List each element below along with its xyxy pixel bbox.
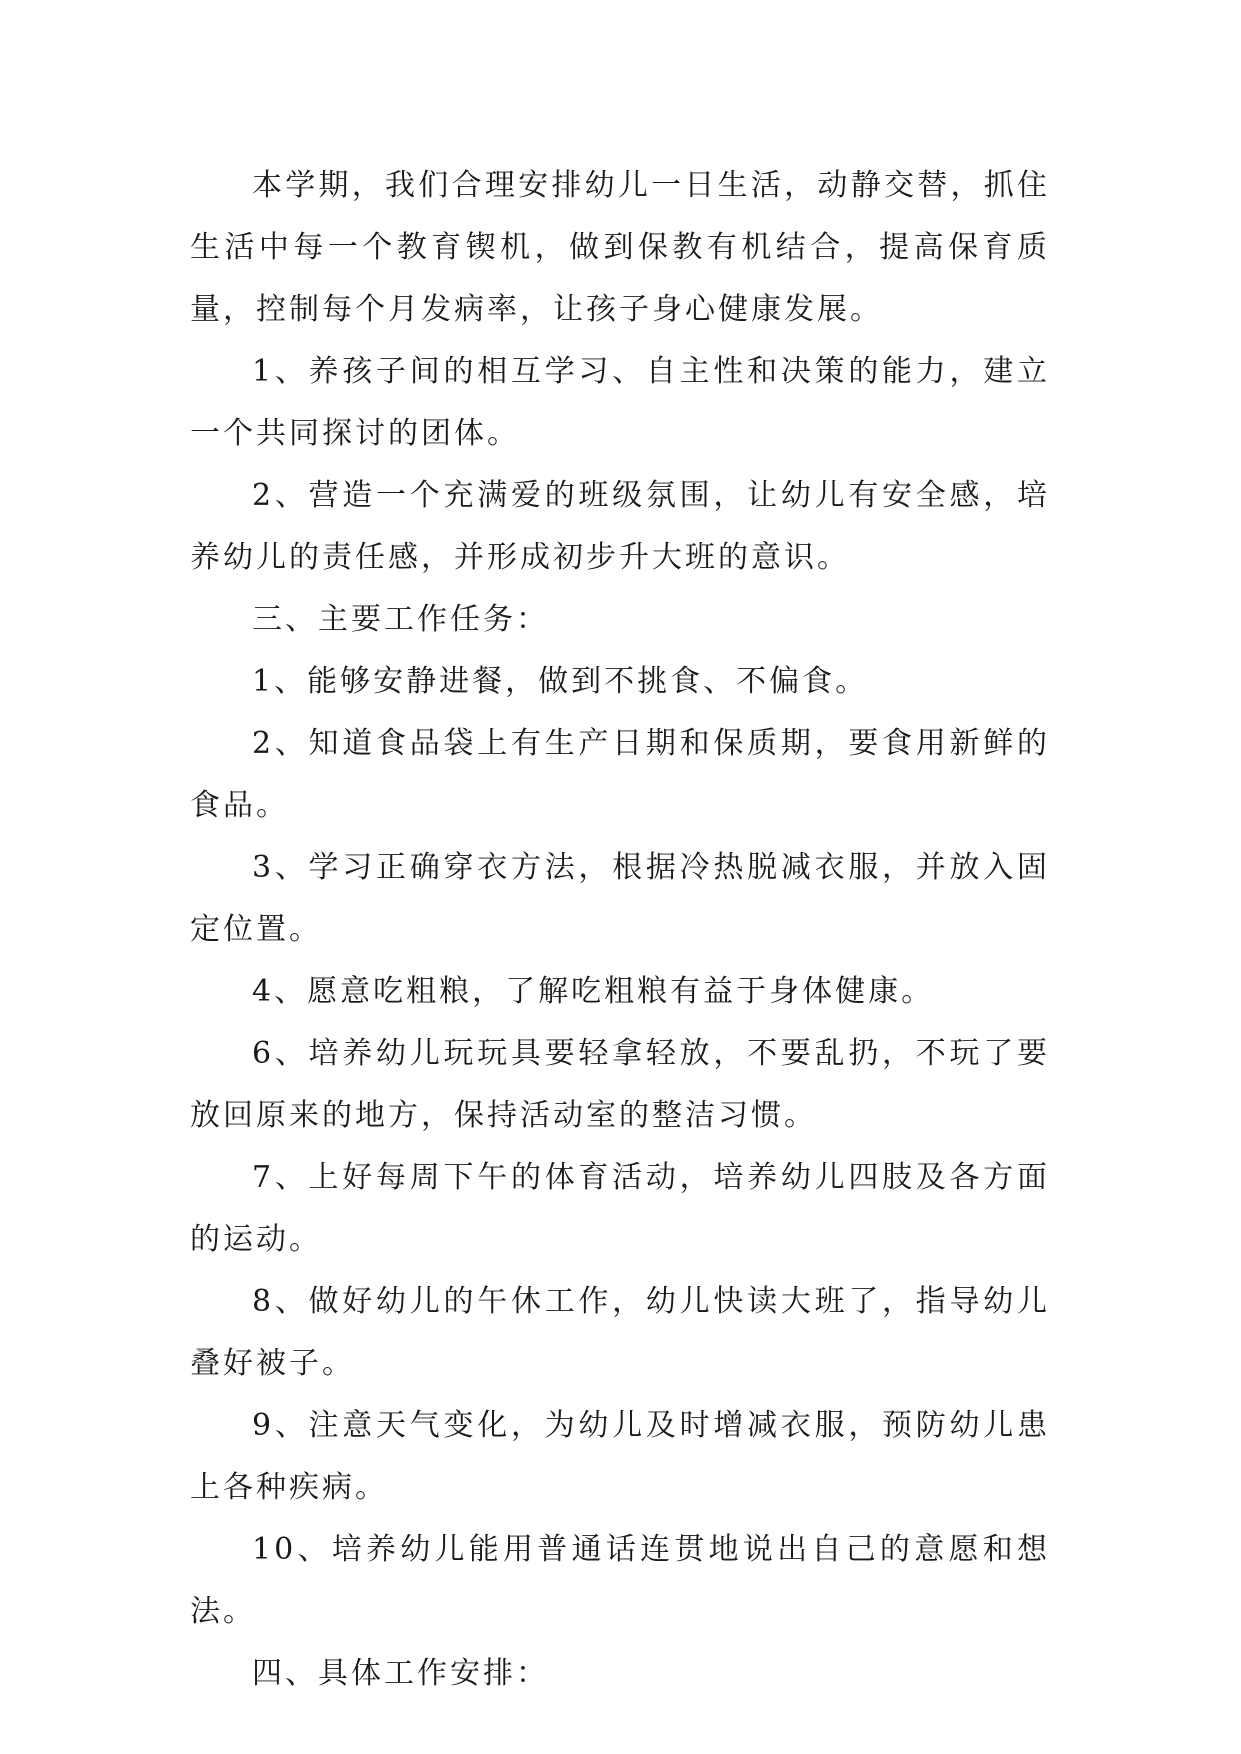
paragraph-task-7: 7、上好每周下午的体育活动，培养幼儿四肢及各方面的运动。 — [190, 1160, 1050, 1257]
section-heading-tasks: 三、主要工作任务： — [252, 602, 549, 637]
paragraph-task-6: 6、培养幼儿玩玩具要轻拿轻放，不要乱扔，不玩了要放回原来的地方，保持活动室的整洁习惯。 — [190, 1036, 1050, 1133]
paragraph-task-2: 2、知道食品袋上有生产日期和保质期，要食用新鲜的食品。 — [190, 726, 1050, 823]
paragraph-intro: 本学期，我们合理安排幼儿一日生活，动静交替，抓住生活中每一个教育锲机，做到保教有机结合，提高保育质量，控制每个月发病率，让孩子身心健康发展。 — [190, 168, 1050, 327]
paragraph-task-9: 9、注意天气变化，为幼儿及时增减衣服，预防幼儿患上各种疾病。 — [190, 1408, 1050, 1505]
paragraph-task-8: 8、做好幼儿的午休工作，幼儿快读大班了，指导幼儿叠好被子。 — [190, 1284, 1050, 1381]
paragraph-goal-2: 2、营造一个充满爱的班级氛围，让幼儿有安全感，培养幼儿的责任感，并形成初步升大班的意识。 — [190, 478, 1050, 575]
document-body — [190, 155, 1050, 1705]
paragraph-task-10: 10、培养幼儿能用普通话连贯地说出自己的意愿和想法。 — [190, 1532, 1050, 1629]
paragraph-task-4: 4、愿意吃粗粮，了解吃粗粮有益于身体健康。 — [252, 974, 935, 1009]
section-heading-arrangement: 四、具体工作安排： — [252, 1656, 549, 1691]
paragraph-goal-1: 1、养孩子间的相互学习、自主性和决策的能力，建立一个共同探讨的团体。 — [190, 354, 1050, 451]
paragraph-task-3: 3、学习正确穿衣方法，根据冷热脱减衣服，并放入固定位置。 — [190, 850, 1050, 947]
paragraph-task-1: 1、能够安静进餐，做到不挑食、不偏食。 — [252, 664, 869, 699]
